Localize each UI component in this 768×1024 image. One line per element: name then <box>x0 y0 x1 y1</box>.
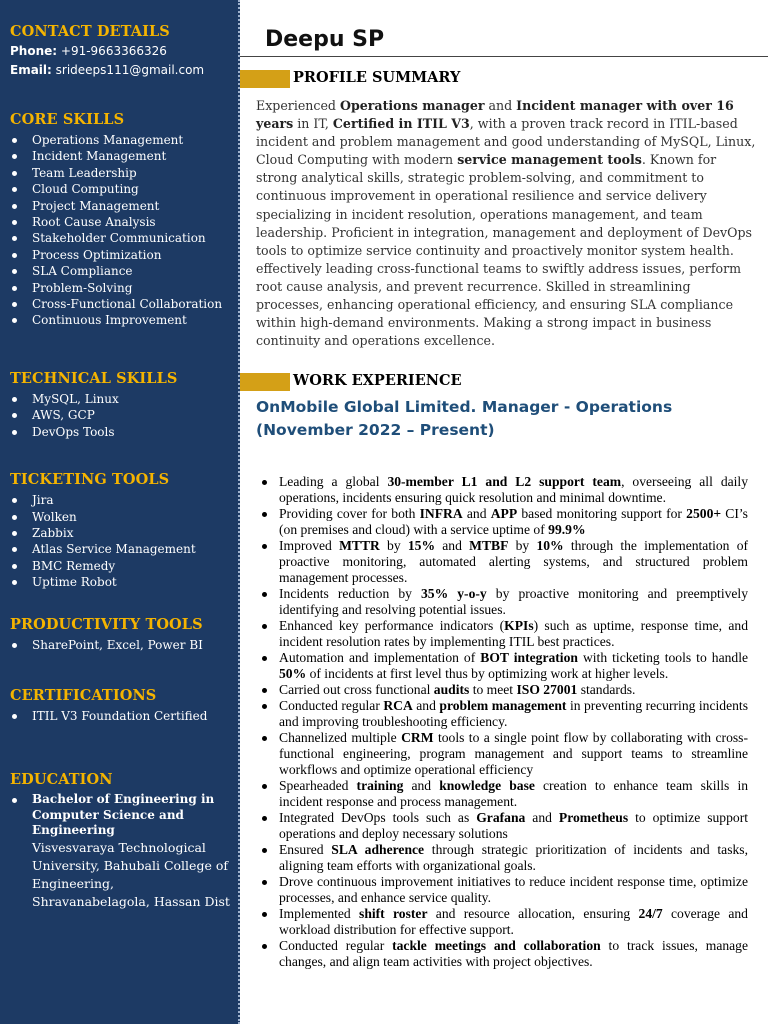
ticketing-tools-section <box>10 470 228 590</box>
list-item: Incident Management <box>10 148 228 164</box>
job-bullet: Incidents reduction by 35% y-o-y by proactive monitoring and preemptively identifying and resolving potential issues. <box>262 586 748 618</box>
education-section <box>10 770 228 911</box>
list-item: Wolken <box>10 509 228 525</box>
core-skills-list <box>10 132 228 329</box>
job-heading: OnMobile Global Limited. Manager - Operations (November 2022 – Present) <box>256 398 673 439</box>
sidebar <box>0 0 240 1024</box>
profile-section-bar <box>240 70 290 88</box>
education-title: EDUCATION <box>10 771 113 789</box>
list-item: MySQL, Linux <box>10 391 228 407</box>
contact-title: CONTACT DETAILS <box>10 23 170 40</box>
list-item: Stakeholder Communication <box>10 230 228 246</box>
list-item: Cloud Computing <box>10 181 228 197</box>
core-skills-title: CORE SKILLS <box>10 111 125 128</box>
candidate-name: Deepu SP <box>265 27 385 52</box>
list-item: Process Optimization <box>10 247 228 263</box>
productivity-tools-title: PRODUCTIVITY TOOLS <box>10 615 203 633</box>
list-item: Zabbix <box>10 525 228 541</box>
job-bullet: Conducted regular tackle meetings and collaboration to track issues, manage changes, and align team activities with project objectives. <box>262 938 748 970</box>
list-item: Cross-Functional Collaboration <box>10 296 228 312</box>
technical-skills-title: TECHNICAL SKILLS <box>10 369 178 387</box>
job-bullet: Leading a global 30-member L1 and L2 support team, overseeing all daily operations, incidents ensuring quick resolution and minimal downtime. <box>262 474 748 506</box>
job-bullet: Drove continuous improvement initiatives to reduce incident response time, optimize processes, and enhance service quality. <box>262 874 748 906</box>
email-label: Email: <box>10 63 52 77</box>
education-school: Visvesvaraya Technological University, Bahubali College of Engineering, Shravanabelagola, Hassan Dist <box>32 839 230 909</box>
technical-skills-list <box>10 391 228 440</box>
job-bullet: Ensured SLA adherence through strategic prioritization of incidents and tasks, aligning team efforts with organizational goals. <box>262 842 748 874</box>
main-content <box>240 0 768 1024</box>
list-item: SLA Compliance <box>10 263 228 279</box>
list-item: Atlas Service Management <box>10 541 228 557</box>
email-value[interactable]: srideeps111@gmail.com <box>55 63 205 77</box>
list-item: Jira <box>10 492 228 508</box>
list-item: Root Cause Analysis <box>10 214 228 230</box>
phone-label: Phone: <box>10 44 58 58</box>
ticketing-tools-list <box>10 492 228 590</box>
core-skills-section <box>10 110 228 329</box>
work-experience-title: WORK EXPERIENCE <box>293 372 462 389</box>
technical-skills-section <box>10 369 228 440</box>
list-item: Continuous Improvement <box>10 312 228 328</box>
education-list <box>10 792 228 839</box>
job-bullet: Providing cover for both INFRA and APP based monitoring support for 2500+ CI’s (on premises and cloud) with a service uptime of 99.9% <box>262 506 748 538</box>
list-item: BMC Remedy <box>10 558 228 574</box>
job-bullet: Implemented shift roster and resource allocation, ensuring 24/7 coverage and workload distribution for effective support. <box>262 906 748 938</box>
job-bullet: Conducted regular RCA and problem management in preventing recurring incidents and improving troubleshooting efficiency. <box>262 698 748 730</box>
certifications-list <box>10 708 228 724</box>
education-degree: Bachelor of Engineering in Computer Science and Engineering <box>10 792 228 839</box>
ticketing-tools-title: TICKETING TOOLS <box>10 471 170 489</box>
productivity-tools-list <box>10 637 228 653</box>
job-bullet: Carried out cross functional audits to meet ISO 27001 standards. <box>262 682 748 698</box>
work-section-bar <box>240 373 290 391</box>
name-divider <box>240 56 768 57</box>
list-item: Operations Management <box>10 132 228 148</box>
list-item: AWS, GCP <box>10 407 228 423</box>
job-bullet: Automation and implementation of BOT integration with ticketing tools to handle 50% of incidents at first level thus by optimizing work at higher levels. <box>262 650 748 682</box>
contact-section <box>10 22 228 80</box>
phone-value: +91-9663366326 <box>60 44 167 58</box>
job-bullet: Channelized multiple CRM tools to a single point flow by collaborating with cross-functional engineering, program management and support teams to streamline workflows and optimize operational efficiency <box>262 730 748 778</box>
list-item: DevOps Tools <box>10 424 228 440</box>
profile-summary-text: Experienced Operations manager and Incident manager with over 16 years in IT, Certified in ITIL V3, with a proven track record in ITIL-based incident and problem management and good understanding of MySQL, Linux, Cloud Computing with modern service management tools. Known for strong analytical skills, strategic problem-solving, and commitment to continuous improvement in operational resilience and service delivery specializing in incident resolution, operations management, and team leadership. Proficient in integration, management and deployment of DevOps tools to optimize service continuity and proactively monitor system health. effectively leading cross-functional teams to swiftly address issues, perform root cause analysis, and prevent recurrence. Skilled in streamlining processes, enhancing operational efficiency, and ensuring SLA compliance within high-demand environments. Making a strong impact in business continuity and operations excellence. <box>256 98 756 349</box>
list-item: Uptime Robot <box>10 574 228 590</box>
job-bullet: Integrated DevOps tools such as Grafana and Prometheus to optimize support operations and deploy necessary solutions <box>262 810 748 842</box>
job-bullet: Enhanced key performance indicators (KPIs) such as uptime, response time, and incident resolution rates by implementing ITIL best practices. <box>262 618 748 650</box>
list-item: Problem-Solving <box>10 280 228 296</box>
list-item: ITIL V3 Foundation Certified <box>10 708 228 724</box>
email-line <box>10 61 228 80</box>
profile-summary-title: PROFILE SUMMARY <box>293 69 461 86</box>
list-item: Project Management <box>10 198 228 214</box>
job-bullet: Improved MTTR by 15% and MTBF by 10% through the implementation of proactive monitoring, automated alerting systems, and structured problem management processes. <box>262 538 748 586</box>
productivity-tools-section <box>10 615 228 653</box>
certifications-title: CERTIFICATIONS <box>10 686 157 704</box>
job-bullet: Spearheaded training and knowledge base creation to enhance team skills in incident response and process management. <box>262 778 748 810</box>
job-bullet-list <box>262 474 748 970</box>
list-item: Team Leadership <box>10 165 228 181</box>
certifications-section <box>10 686 228 724</box>
phone-line <box>10 42 228 61</box>
list-item: SharePoint, Excel, Power BI <box>10 637 228 653</box>
